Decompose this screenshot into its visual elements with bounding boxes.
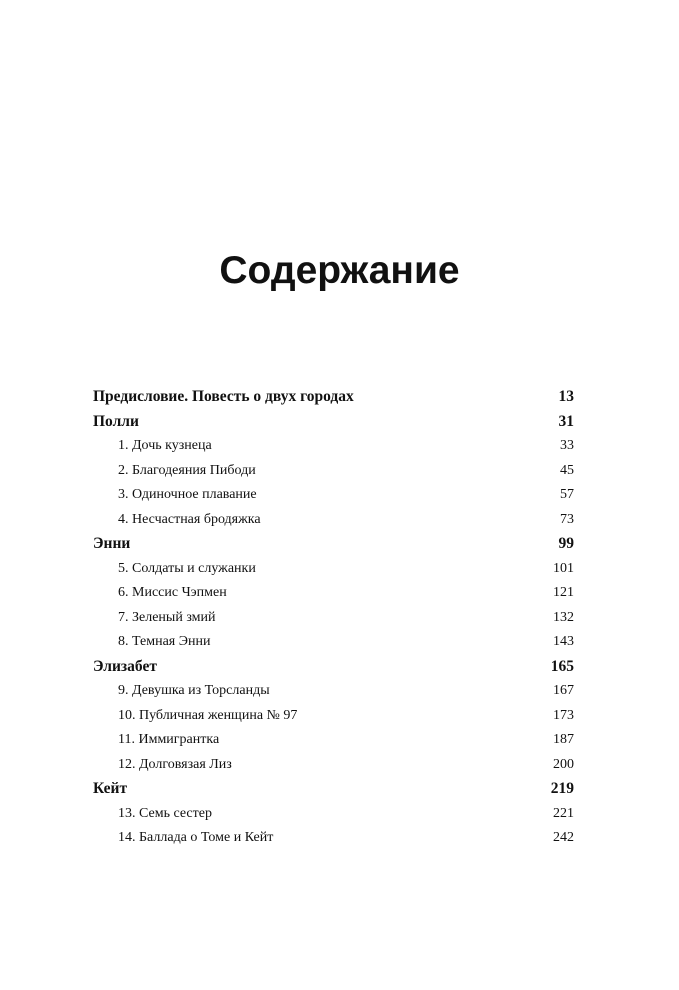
toc-entry-label: 1. Дочь кузнеца [118,438,212,454]
toc-entry-page: 33 [560,438,574,454]
page-title: Содержание [219,249,460,292]
table-of-contents [93,385,574,851]
toc-entry-page: 132 [553,609,574,625]
toc-entry-chapter-9 [93,679,574,704]
toc-entry-label: 2. Благодеяния Пибоди [118,462,256,478]
toc-entry-page: 219 [550,780,574,798]
toc-entry-page: 121 [553,585,574,601]
toc-entry-chapter-5 [93,557,574,582]
toc-entry-page: 99 [558,535,574,553]
toc-entry-chapter-2 [93,459,574,484]
toc-entry-label: Элизабет [93,657,157,675]
toc-entry-page: 167 [553,683,574,699]
toc-entry-page: 143 [553,634,574,650]
toc-entry-page: 200 [553,756,574,772]
toc-entry-label: 11. Иммигрантка [118,732,220,748]
toc-entry-label: 8. Темная Энни [118,634,211,650]
toc-entry-label: 10. Публичная женщина № 97 [118,707,298,723]
toc-entry-page: 173 [553,707,574,723]
toc-entry-page: 187 [553,732,574,748]
toc-entry-part-annie [93,532,574,557]
toc-entry-part-elizabeth [93,655,574,680]
toc-entry-label: 14. Баллада о Томе и Кейт [118,830,274,846]
toc-entry-page: 31 [558,412,574,430]
toc-entry-page: 242 [553,830,574,846]
toc-entry-label: 4. Несчастная бродяжка [118,511,261,527]
toc-entry-chapter-11 [93,728,574,753]
toc-entry-label: Энни [93,535,131,553]
toc-entry-page: 73 [560,511,574,527]
toc-entry-preface [93,385,574,410]
toc-entry-label: Кейт [93,780,128,798]
toc-entry-page: 165 [550,657,574,675]
toc-entry-page: 57 [560,487,574,503]
toc-entry-page: 13 [558,388,574,406]
toc-entry-label: 12. Долговязая Лиз [118,756,232,772]
toc-entry-part-polly [93,410,574,435]
toc-entry-chapter-6 [93,581,574,606]
toc-entry-chapter-14 [93,826,574,851]
toc-entry-chapter-8 [93,630,574,655]
toc-entry-chapter-12 [93,753,574,778]
toc-entry-label: 13. Семь сестер [118,805,212,821]
toc-entry-page: 101 [553,560,574,576]
toc-entry-chapter-3 [93,483,574,508]
toc-entry-page: 221 [553,805,574,821]
toc-entry-label: 9. Девушка из Торсланды [118,683,270,699]
toc-entry-chapter-1 [93,434,574,459]
toc-entry-chapter-7 [93,606,574,631]
toc-entry-part-kate [93,777,574,802]
toc-entry-label: 7. Зеленый змий [118,609,216,625]
toc-entry-label: 3. Одиночное плавание [118,487,257,503]
toc-entry-label: 6. Миссис Чэпмен [118,585,227,601]
toc-entry-page: 45 [560,462,574,478]
toc-entry-chapter-13 [93,802,574,827]
toc-entry-chapter-10 [93,704,574,729]
toc-entry-label: Предисловие. Повесть о двух городах [93,388,354,406]
toc-entry-label: Полли [93,412,139,430]
toc-entry-label: 5. Солдаты и служанки [118,560,256,576]
toc-entry-chapter-4 [93,508,574,533]
